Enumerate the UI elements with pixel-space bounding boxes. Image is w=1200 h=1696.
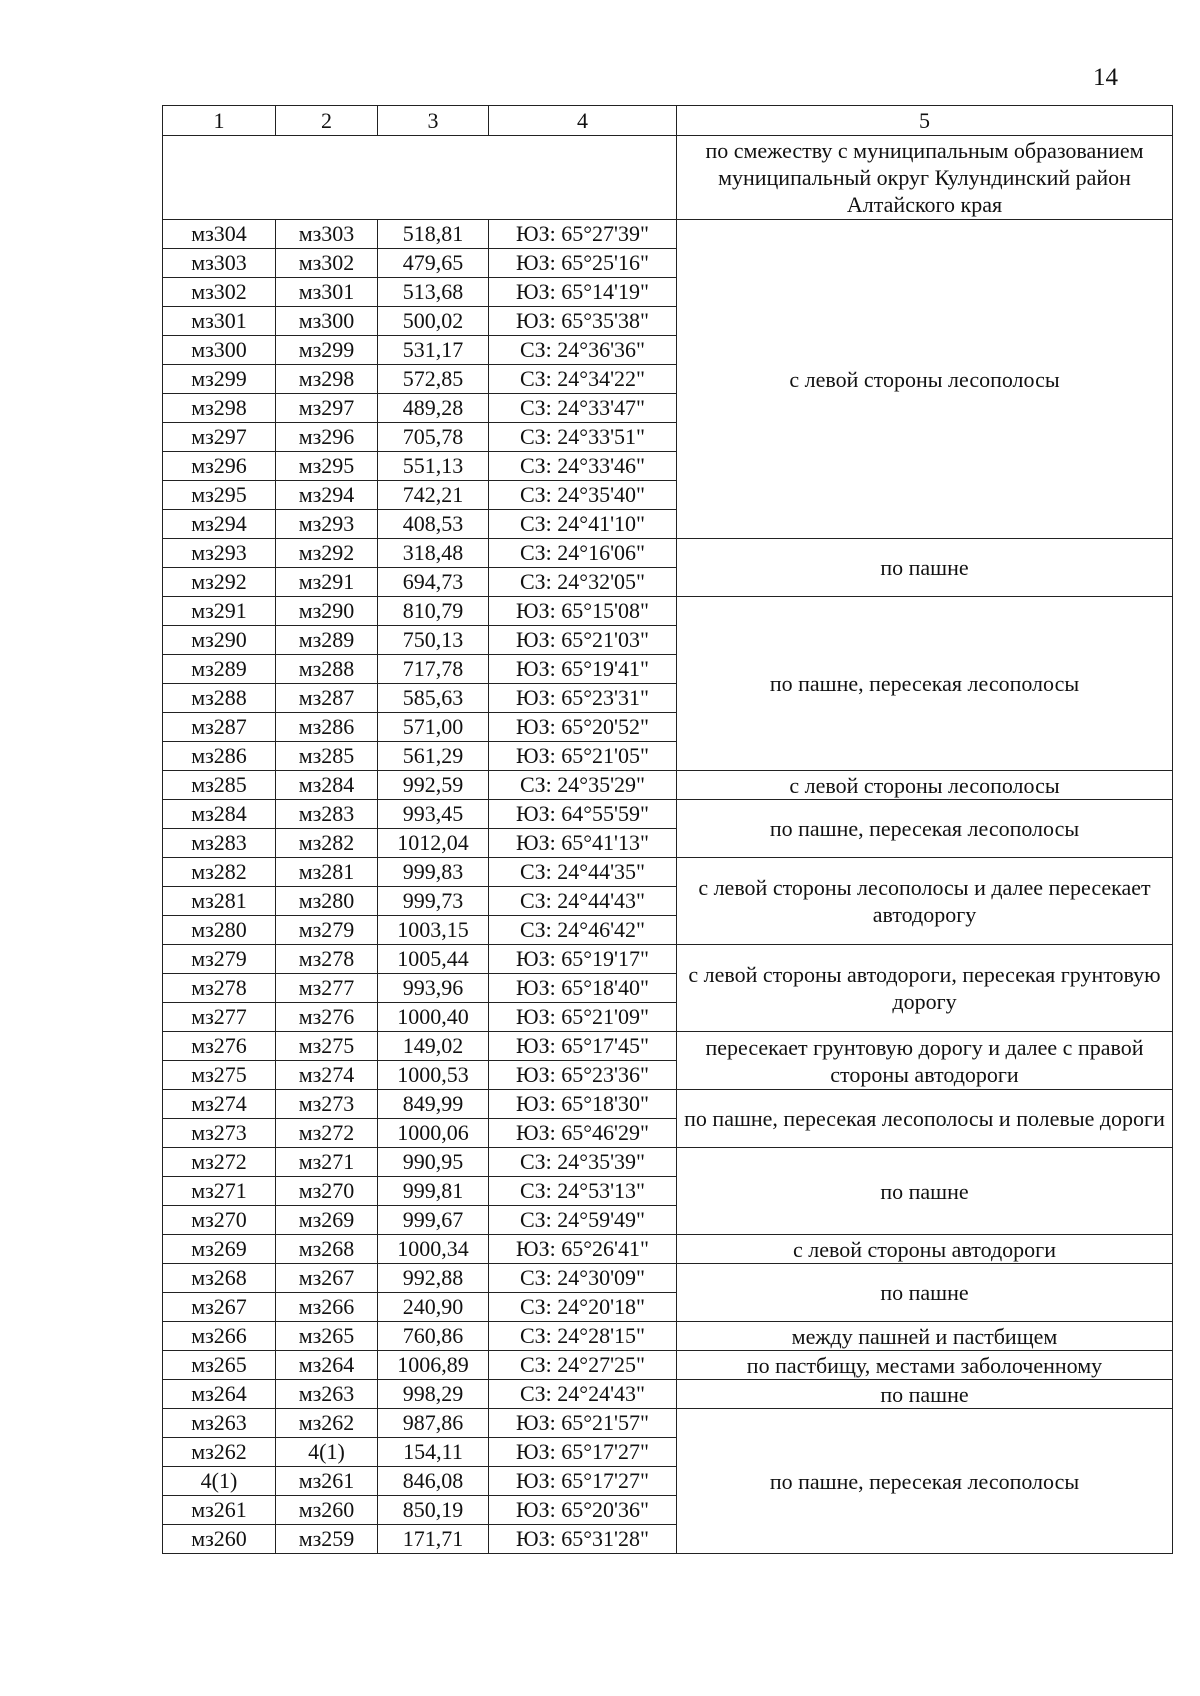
to-point-cell: мз296: [276, 423, 378, 452]
from-point-cell: 4(1): [163, 1467, 276, 1496]
description-cell: по пашне, пересекая лесополосы и полевые дороги: [677, 1090, 1173, 1148]
bearing-cell: СЗ: 24°41'10": [489, 510, 677, 539]
to-point-cell: мз274: [276, 1061, 378, 1090]
to-point-cell: мз262: [276, 1409, 378, 1438]
to-point-cell: мз293: [276, 510, 378, 539]
table-row: [163, 1148, 1173, 1177]
distance-cell: 810,79: [378, 597, 489, 626]
distance-cell: 992,88: [378, 1264, 489, 1293]
from-point-cell: мз291: [163, 597, 276, 626]
distance-cell: 846,08: [378, 1467, 489, 1496]
distance-cell: 999,81: [378, 1177, 489, 1206]
table-row: [163, 1380, 1173, 1409]
from-point-cell: мз276: [163, 1032, 276, 1061]
from-point-cell: мз292: [163, 568, 276, 597]
to-point-cell: мз278: [276, 945, 378, 974]
distance-cell: 750,13: [378, 626, 489, 655]
distance-cell: 1000,34: [378, 1235, 489, 1264]
bearing-cell: ЮЗ: 65°17'27": [489, 1438, 677, 1467]
description-cell: с левой стороны автодороги, пересекая грунтовую дорогу: [677, 945, 1173, 1032]
column-header-3: 3: [378, 106, 489, 136]
distance-cell: 479,65: [378, 249, 489, 278]
distance-cell: 1000,40: [378, 1003, 489, 1032]
from-point-cell: мз272: [163, 1148, 276, 1177]
description-cell: с левой стороны лесополосы: [677, 220, 1173, 539]
description-cell: с левой стороны автодороги: [677, 1235, 1173, 1264]
bearing-cell: ЮЗ: 65°20'36": [489, 1496, 677, 1525]
table-row: [163, 597, 1173, 626]
bearing-cell: СЗ: 24°33'46": [489, 452, 677, 481]
bearing-cell: ЮЗ: 65°15'08": [489, 597, 677, 626]
bearing-cell: ЮЗ: 65°21'57": [489, 1409, 677, 1438]
description-cell: по пашне, пересекая лесополосы: [677, 800, 1173, 858]
bearing-cell: ЮЗ: 65°27'39": [489, 220, 677, 249]
column-header-row: [163, 106, 1173, 136]
to-point-cell: мз270: [276, 1177, 378, 1206]
to-point-cell: мз288: [276, 655, 378, 684]
bearing-cell: ЮЗ: 65°23'31": [489, 684, 677, 713]
distance-cell: 531,17: [378, 336, 489, 365]
distance-cell: 999,73: [378, 887, 489, 916]
to-point-cell: мз264: [276, 1351, 378, 1380]
description-cell: по пашне, пересекая лесополосы: [677, 597, 1173, 771]
to-point-cell: мз284: [276, 771, 378, 800]
bearing-cell: СЗ: 24°27'25": [489, 1351, 677, 1380]
distance-cell: 742,21: [378, 481, 489, 510]
description-cell: с левой стороны лесополосы и далее пересекает автодорогу: [677, 858, 1173, 945]
distance-cell: 1005,44: [378, 945, 489, 974]
description-cell: пересекает грунтовую дорогу и далее с правой стороны автодороги: [677, 1032, 1173, 1090]
bearing-cell: СЗ: 24°34'22": [489, 365, 677, 394]
table-row: [163, 1235, 1173, 1264]
bearing-cell: СЗ: 24°33'47": [489, 394, 677, 423]
table-row: [163, 945, 1173, 974]
to-point-cell: мз285: [276, 742, 378, 771]
to-point-cell: мз268: [276, 1235, 378, 1264]
from-point-cell: мз274: [163, 1090, 276, 1119]
from-point-cell: мз269: [163, 1235, 276, 1264]
to-point-cell: мз265: [276, 1322, 378, 1351]
table-row: [163, 800, 1173, 829]
distance-cell: 518,81: [378, 220, 489, 249]
bearing-cell: ЮЗ: 65°18'40": [489, 974, 677, 1003]
from-point-cell: мз284: [163, 800, 276, 829]
from-point-cell: мз264: [163, 1380, 276, 1409]
table-row: [163, 1032, 1173, 1061]
distance-cell: 489,28: [378, 394, 489, 423]
bearing-cell: СЗ: 24°36'36": [489, 336, 677, 365]
from-point-cell: мз288: [163, 684, 276, 713]
description-cell: по пашне: [677, 1380, 1173, 1409]
bearing-cell: СЗ: 24°33'51": [489, 423, 677, 452]
from-point-cell: мз281: [163, 887, 276, 916]
boundary-table-body: [163, 106, 1173, 1554]
from-point-cell: мз294: [163, 510, 276, 539]
to-point-cell: мз294: [276, 481, 378, 510]
bearing-cell: СЗ: 24°53'13": [489, 1177, 677, 1206]
intro-empty-cell: [163, 136, 677, 220]
to-point-cell: мз298: [276, 365, 378, 394]
from-point-cell: мз297: [163, 423, 276, 452]
from-point-cell: мз263: [163, 1409, 276, 1438]
to-point-cell: 4(1): [276, 1438, 378, 1467]
bearing-cell: СЗ: 24°20'18": [489, 1293, 677, 1322]
to-point-cell: мз263: [276, 1380, 378, 1409]
bearing-cell: ЮЗ: 65°20'52": [489, 713, 677, 742]
from-point-cell: мз299: [163, 365, 276, 394]
from-point-cell: мз302: [163, 278, 276, 307]
to-point-cell: мз301: [276, 278, 378, 307]
distance-cell: 993,45: [378, 800, 489, 829]
bearing-cell: ЮЗ: 65°21'03": [489, 626, 677, 655]
to-point-cell: мз302: [276, 249, 378, 278]
from-point-cell: мз261: [163, 1496, 276, 1525]
to-point-cell: мз299: [276, 336, 378, 365]
from-point-cell: мз266: [163, 1322, 276, 1351]
distance-cell: 1006,89: [378, 1351, 489, 1380]
to-point-cell: мз276: [276, 1003, 378, 1032]
table-row: [163, 858, 1173, 887]
to-point-cell: мз300: [276, 307, 378, 336]
bearing-cell: СЗ: 24°46'42": [489, 916, 677, 945]
from-point-cell: мз303: [163, 249, 276, 278]
to-point-cell: мз287: [276, 684, 378, 713]
distance-cell: 500,02: [378, 307, 489, 336]
bearing-cell: СЗ: 24°44'43": [489, 887, 677, 916]
distance-cell: 1000,53: [378, 1061, 489, 1090]
from-point-cell: мз301: [163, 307, 276, 336]
distance-cell: 999,83: [378, 858, 489, 887]
to-point-cell: мз283: [276, 800, 378, 829]
description-cell: по пашне: [677, 1148, 1173, 1235]
distance-cell: 571,00: [378, 713, 489, 742]
distance-cell: 1012,04: [378, 829, 489, 858]
bearing-cell: СЗ: 24°59'49": [489, 1206, 677, 1235]
bearing-cell: ЮЗ: 65°23'36": [489, 1061, 677, 1090]
from-point-cell: мз262: [163, 1438, 276, 1467]
distance-cell: 850,19: [378, 1496, 489, 1525]
bearing-cell: СЗ: 24°35'40": [489, 481, 677, 510]
description-cell: между пашней и пастбищем: [677, 1322, 1173, 1351]
distance-cell: 694,73: [378, 568, 489, 597]
from-point-cell: мз298: [163, 394, 276, 423]
bearing-cell: СЗ: 24°24'43": [489, 1380, 677, 1409]
distance-cell: 990,95: [378, 1148, 489, 1177]
to-point-cell: мз273: [276, 1090, 378, 1119]
from-point-cell: мз293: [163, 539, 276, 568]
from-point-cell: мз287: [163, 713, 276, 742]
distance-cell: 572,85: [378, 365, 489, 394]
boundary-table: [162, 105, 1173, 1554]
to-point-cell: мз260: [276, 1496, 378, 1525]
distance-cell: 705,78: [378, 423, 489, 452]
to-point-cell: мз275: [276, 1032, 378, 1061]
to-point-cell: мз290: [276, 597, 378, 626]
to-point-cell: мз266: [276, 1293, 378, 1322]
bearing-cell: ЮЗ: 65°14'19": [489, 278, 677, 307]
bearing-cell: ЮЗ: 65°17'27": [489, 1467, 677, 1496]
bearing-cell: ЮЗ: 65°35'38": [489, 307, 677, 336]
to-point-cell: мз269: [276, 1206, 378, 1235]
from-point-cell: мз296: [163, 452, 276, 481]
description-cell: по пашне: [677, 539, 1173, 597]
bearing-cell: ЮЗ: 64°55'59": [489, 800, 677, 829]
column-header-5: 5: [677, 106, 1173, 136]
table-row: [163, 1090, 1173, 1119]
bearing-cell: ЮЗ: 65°31'28": [489, 1525, 677, 1554]
distance-cell: 551,13: [378, 452, 489, 481]
to-point-cell: мз282: [276, 829, 378, 858]
intro-description: по смежеству с муниципальным образованием муниципальный округ Кулундинский район Алтайского края: [677, 136, 1173, 220]
bearing-cell: ЮЗ: 65°25'16": [489, 249, 677, 278]
from-point-cell: мз277: [163, 1003, 276, 1032]
from-point-cell: мз286: [163, 742, 276, 771]
bearing-cell: СЗ: 24°35'39": [489, 1148, 677, 1177]
distance-cell: 149,02: [378, 1032, 489, 1061]
to-point-cell: мз277: [276, 974, 378, 1003]
description-cell: по пашне, пересекая лесополосы: [677, 1409, 1173, 1554]
column-header-1: 1: [163, 106, 276, 136]
distance-cell: 992,59: [378, 771, 489, 800]
from-point-cell: мз289: [163, 655, 276, 684]
to-point-cell: мз291: [276, 568, 378, 597]
table-row: [163, 1322, 1173, 1351]
to-point-cell: мз292: [276, 539, 378, 568]
bearing-cell: ЮЗ: 65°21'05": [489, 742, 677, 771]
bearing-cell: СЗ: 24°30'09": [489, 1264, 677, 1293]
bearing-cell: СЗ: 24°35'29": [489, 771, 677, 800]
from-point-cell: мз290: [163, 626, 276, 655]
table-row: [163, 220, 1173, 249]
bearing-cell: СЗ: 24°32'05": [489, 568, 677, 597]
to-point-cell: мз279: [276, 916, 378, 945]
from-point-cell: мз273: [163, 1119, 276, 1148]
intro-row: [163, 136, 1173, 220]
distance-cell: 1003,15: [378, 916, 489, 945]
distance-cell: 993,96: [378, 974, 489, 1003]
bearing-cell: СЗ: 24°44'35": [489, 858, 677, 887]
distance-cell: 999,67: [378, 1206, 489, 1235]
from-point-cell: мз300: [163, 336, 276, 365]
from-point-cell: мз282: [163, 858, 276, 887]
from-point-cell: мз278: [163, 974, 276, 1003]
bearing-cell: ЮЗ: 65°46'29": [489, 1119, 677, 1148]
distance-cell: 1000,06: [378, 1119, 489, 1148]
table-row: [163, 1409, 1173, 1438]
to-point-cell: мз286: [276, 713, 378, 742]
table-row: [163, 771, 1173, 800]
from-point-cell: мз265: [163, 1351, 276, 1380]
to-point-cell: мз303: [276, 220, 378, 249]
distance-cell: 760,86: [378, 1322, 489, 1351]
to-point-cell: мз261: [276, 1467, 378, 1496]
description-cell: по пашне: [677, 1264, 1173, 1322]
from-point-cell: мз271: [163, 1177, 276, 1206]
from-point-cell: мз267: [163, 1293, 276, 1322]
description-cell: по пастбищу, местами заболоченному: [677, 1351, 1173, 1380]
distance-cell: 849,99: [378, 1090, 489, 1119]
table-row: [163, 1351, 1173, 1380]
distance-cell: 154,11: [378, 1438, 489, 1467]
column-header-2: 2: [276, 106, 378, 136]
distance-cell: 318,48: [378, 539, 489, 568]
from-point-cell: мз283: [163, 829, 276, 858]
from-point-cell: мз304: [163, 220, 276, 249]
to-point-cell: мз267: [276, 1264, 378, 1293]
to-point-cell: мз289: [276, 626, 378, 655]
to-point-cell: мз280: [276, 887, 378, 916]
bearing-cell: ЮЗ: 65°18'30": [489, 1090, 677, 1119]
to-point-cell: мз272: [276, 1119, 378, 1148]
from-point-cell: мз268: [163, 1264, 276, 1293]
from-point-cell: мз295: [163, 481, 276, 510]
column-header-4: 4: [489, 106, 677, 136]
to-point-cell: мз271: [276, 1148, 378, 1177]
bearing-cell: ЮЗ: 65°21'09": [489, 1003, 677, 1032]
to-point-cell: мз281: [276, 858, 378, 887]
bearing-cell: ЮЗ: 65°19'17": [489, 945, 677, 974]
bearing-cell: ЮЗ: 65°17'45": [489, 1032, 677, 1061]
from-point-cell: мз280: [163, 916, 276, 945]
distance-cell: 987,86: [378, 1409, 489, 1438]
table-row: [163, 1264, 1173, 1293]
bearing-cell: ЮЗ: 65°41'13": [489, 829, 677, 858]
table-row: [163, 539, 1173, 568]
bearing-cell: ЮЗ: 65°19'41": [489, 655, 677, 684]
to-point-cell: мз259: [276, 1525, 378, 1554]
distance-cell: 717,78: [378, 655, 489, 684]
bearing-cell: СЗ: 24°16'06": [489, 539, 677, 568]
from-point-cell: мз279: [163, 945, 276, 974]
bearing-cell: СЗ: 24°28'15": [489, 1322, 677, 1351]
from-point-cell: мз285: [163, 771, 276, 800]
from-point-cell: мз260: [163, 1525, 276, 1554]
distance-cell: 998,29: [378, 1380, 489, 1409]
to-point-cell: мз297: [276, 394, 378, 423]
distance-cell: 240,90: [378, 1293, 489, 1322]
distance-cell: 171,71: [378, 1525, 489, 1554]
distance-cell: 561,29: [378, 742, 489, 771]
from-point-cell: мз270: [163, 1206, 276, 1235]
bearing-cell: ЮЗ: 65°26'41": [489, 1235, 677, 1264]
page-number: 14: [1093, 64, 1118, 91]
distance-cell: 585,63: [378, 684, 489, 713]
description-cell: с левой стороны лесополосы: [677, 771, 1173, 800]
distance-cell: 408,53: [378, 510, 489, 539]
to-point-cell: мз295: [276, 452, 378, 481]
distance-cell: 513,68: [378, 278, 489, 307]
from-point-cell: мз275: [163, 1061, 276, 1090]
